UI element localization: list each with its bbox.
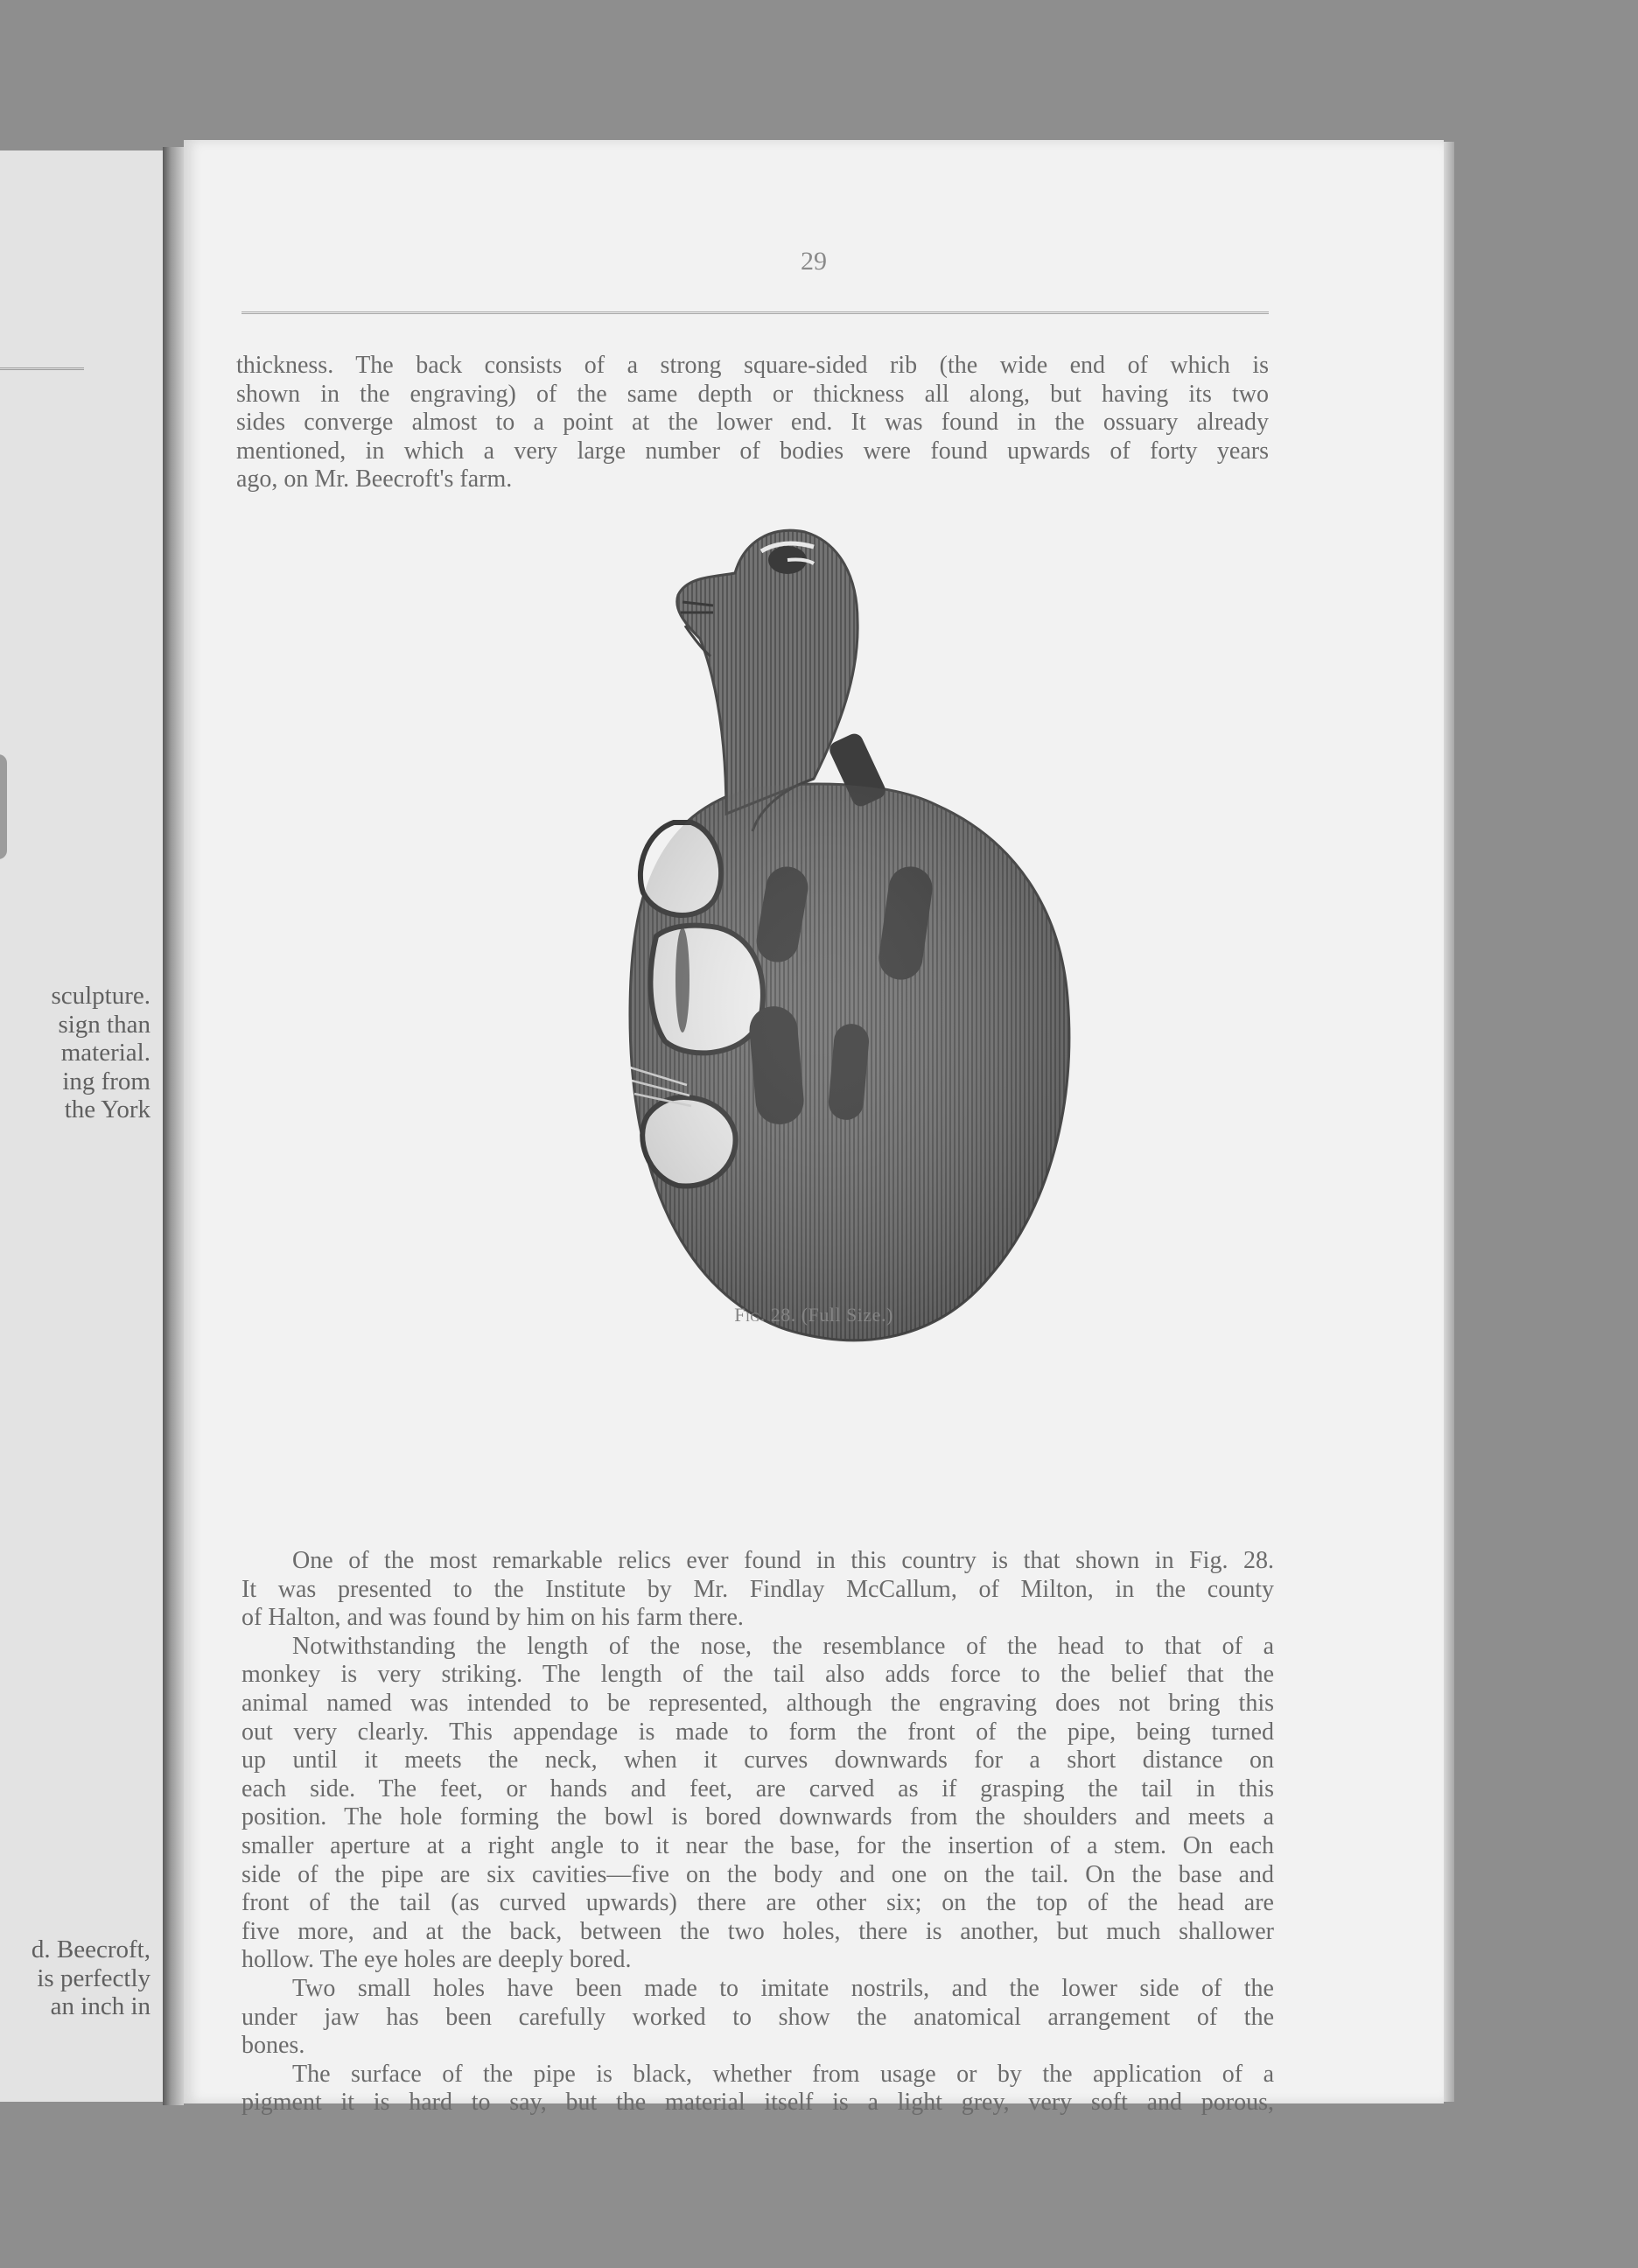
left-text-line: sculpture. bbox=[51, 982, 150, 1010]
left-text-line: material. bbox=[60, 1039, 150, 1067]
left-text-line: is perfectly bbox=[37, 1964, 150, 1992]
text-line: ago, on Mr. Beecroft's farm. bbox=[236, 466, 513, 493]
page-edge bbox=[1444, 142, 1454, 2102]
text-line: front of the tail (as curved upwards) there are other six; on the top of the head are bbox=[242, 1889, 1274, 1917]
left-page-rule bbox=[0, 368, 84, 370]
figure-28 bbox=[525, 525, 1155, 1435]
text-line: monkey is very striking. The length of the tail also adds force to the belief that the bbox=[242, 1661, 1274, 1689]
text-line: thickness. The back consists of a strong square-sided rib (the wide end of which is bbox=[236, 352, 1269, 379]
figure-caption bbox=[184, 1304, 1444, 1326]
text-line: shown in the engraving) of the same depth or thickness all along, but having its two bbox=[236, 380, 1269, 408]
left-text-line: ing from bbox=[62, 1067, 150, 1096]
left-page-text-upper bbox=[51, 982, 150, 1124]
text-line: up until it meets the neck, when it curves downwards for a short distance on bbox=[242, 1746, 1274, 1774]
text-line: sides converge almost to a point at the lower end. It was found in the ossuary already bbox=[236, 409, 1269, 436]
left-text-line: sign than bbox=[58, 1010, 150, 1039]
text-line: out very clearly. This appendage is made to form the front of the pipe, being turned bbox=[242, 1718, 1274, 1746]
book-gutter bbox=[163, 147, 184, 2105]
text-line: pigment it is hard to say, but the material itself is a light grey, very soft and porous, bbox=[242, 2089, 1274, 2117]
left-text-line: d. Beecroft, bbox=[31, 1936, 150, 1964]
text-line: hollow. The eye holes are deeply bored. bbox=[242, 1946, 632, 1974]
right-page bbox=[184, 140, 1444, 2117]
header-rule bbox=[242, 312, 1269, 314]
top-paragraph bbox=[236, 352, 1269, 494]
carved-monkey-pipe-engraving bbox=[525, 525, 1155, 1435]
left-text-line: an inch in bbox=[50, 1992, 150, 2020]
caption-fig-label: Fig. bbox=[734, 1304, 766, 1326]
text-line: Two small holes have been made to imitate nostrils, and the lower side of the bbox=[292, 1974, 1274, 2002]
main-paragraphs bbox=[242, 1547, 1274, 2118]
text-line: side of the pipe are six cavities—five on the body and one on the tail. On the base and bbox=[242, 1860, 1274, 1888]
text-line: Notwithstanding the length of the nose, the resemblance of the head to that of a bbox=[292, 1632, 1274, 1660]
text-line: mentioned, in which a very large number of bodies were found upwards of forty years bbox=[236, 437, 1269, 465]
text-line: each side. The feet, or hands and feet, are carved as if grasping the tail in this bbox=[242, 1774, 1274, 1802]
text-line: smaller aperture at a right angle to it near the base, for the insertion of a stem. On each bbox=[242, 1831, 1274, 1859]
text-line: One of the most remarkable relics ever found in this country is that shown in Fig. 28. bbox=[292, 1547, 1274, 1574]
left-page-text-lower bbox=[32, 1936, 150, 2021]
text-line: bones. bbox=[242, 2032, 305, 2060]
text-line: of Halton, and was found by him on his farm there. bbox=[242, 1604, 744, 1632]
text-line: animal named was intended to be represented, although the engraving does not bring this bbox=[242, 1689, 1274, 1717]
text-line: The surface of the pipe is black, whether from usage or by the application of a bbox=[292, 2060, 1274, 2088]
left-page-illustration-edge bbox=[0, 754, 7, 859]
text-line: It was presented to the Institute by Mr. Findlay McCallum, of Milton, in the county bbox=[242, 1575, 1274, 1603]
caption-text: 28. (Full Size.) bbox=[770, 1304, 893, 1326]
page-number: 29 bbox=[801, 247, 827, 276]
text-line: position. The hole forming the bowl is bored downwards from the shoulders and meets a bbox=[242, 1803, 1274, 1831]
left-page-fragment bbox=[0, 150, 163, 2102]
text-line: under jaw has been carefully worked to show the anatomical arrangement of the bbox=[242, 2003, 1274, 2031]
text-line: five more, and at the back, between the two holes, there is another, but much shallower bbox=[242, 1917, 1274, 1945]
left-text-line: the York bbox=[64, 1096, 150, 1124]
